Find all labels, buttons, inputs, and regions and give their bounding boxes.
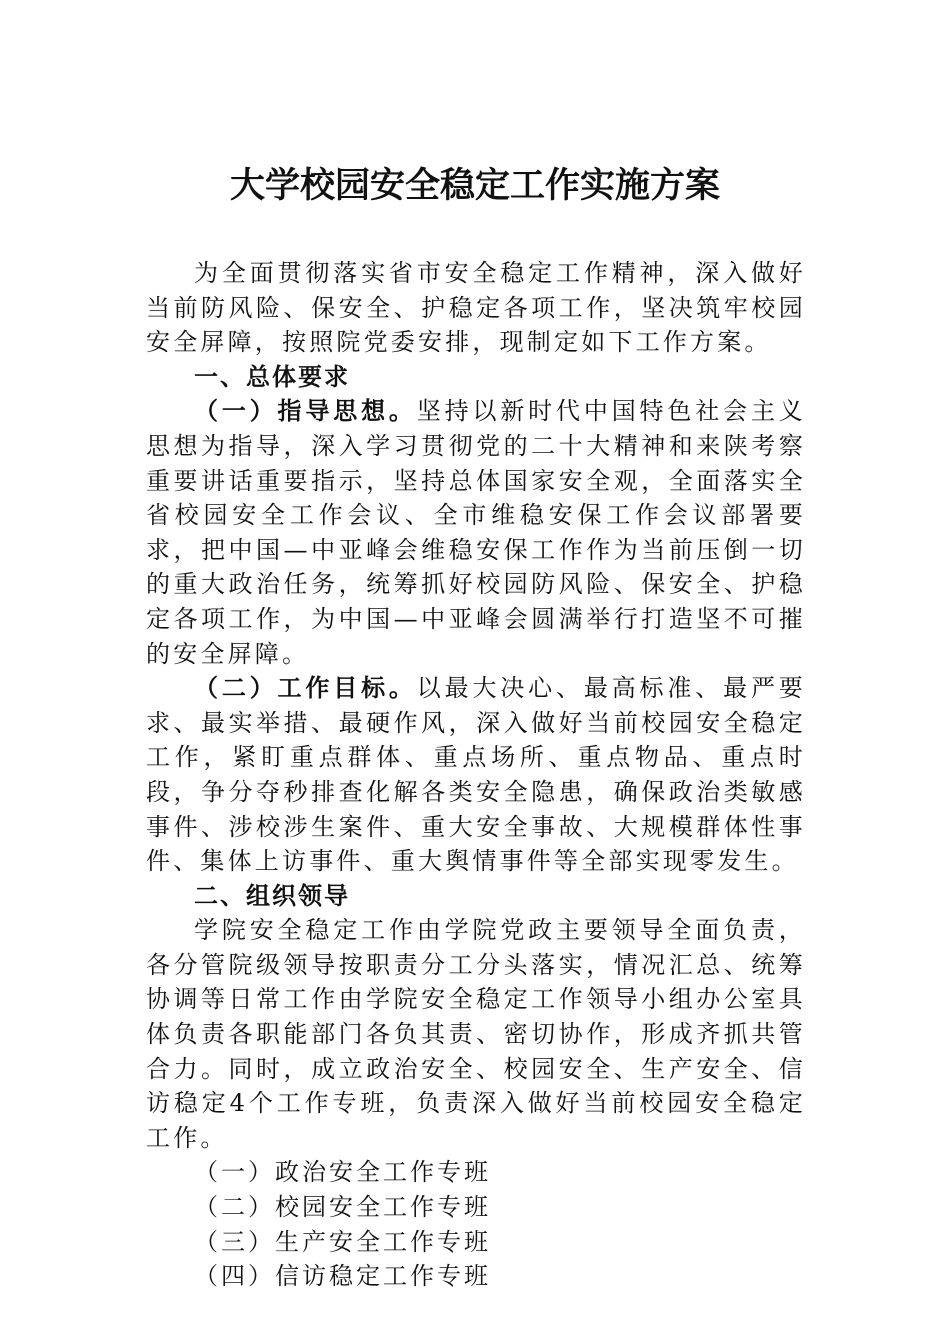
- intro-paragraph: 为全面贯彻落实省市安全稳定工作精神，深入做好当前防风险、保安全、护稳定各项工作，坚决筑牢校园安全屏障，按照院党委安排，现制定如下工作方案。: [146, 259, 806, 357]
- work-goals-paragraph: [146, 671, 806, 879]
- work-goals-text: 以最大决心、最高标准、最严要求、最实举措、最硬作风，深入做好当前校园安全稳定工作，紧盯重点群体、重点场所、重点物品、重点时段，争分夺秒排查化解各类安全隐患，确保政治类敏感事件、涉校涉生案件、重大安全事故、大规模群体性事件、集体上访事件、重大舆情事件等全部实现零发生。: [146, 674, 806, 876]
- list-item-petition-stability: （四）信访稳定工作专班: [194, 1262, 491, 1291]
- document-title: 大学校园安全稳定工作实施方案: [229, 165, 720, 206]
- document-body: [146, 256, 806, 1294]
- guiding-ideology-lead: （一）指导思想。: [194, 396, 417, 426]
- section-heading-general-requirements: 一、总体要求: [194, 361, 350, 391]
- work-goals-lead: （二）工作目标。: [194, 673, 417, 703]
- list-item-political-security: （一）政治安全工作专班: [194, 1158, 491, 1187]
- list-item-campus-security: （二）校园安全工作专班: [194, 1193, 491, 1222]
- organization-paragraph: 学院安全稳定工作由学院党政主要领导全面负责，各分管院级领导按职责分工分头落实，情况汇总、统筹协调等日常工作由学院安全稳定工作领导小组办公室具体负责各职能部门各负其责、密切协作，形成齐抓共管合力。同时，成立政治安全、校园安全、生产安全、信访稳定4个工作专班，负责深入做好当前校园安全稳定工作。: [146, 916, 806, 1152]
- list-item-production-safety: （三）生产安全工作专班: [194, 1227, 491, 1256]
- guiding-ideology-text: 坚持以新时代中国特色社会主义思想为指导，深入学习贯彻党的二十大精神和来陕考察重要讲话重要指示，坚持总体国家安全观，全面落实全省校园安全工作会议、全市维稳安保工作会议部署要求，把中国—中亚峰会维稳安保工作作为当前压倒一切的重大政治任务，统筹抓好校园防风险、保安全、护稳定各项工作，为中国—中亚峰会圆满举行打造坚不可摧的安全屏障。: [146, 397, 806, 668]
- guiding-ideology-paragraph: [146, 394, 806, 671]
- section-heading-organization: 二、组织领导: [194, 880, 350, 910]
